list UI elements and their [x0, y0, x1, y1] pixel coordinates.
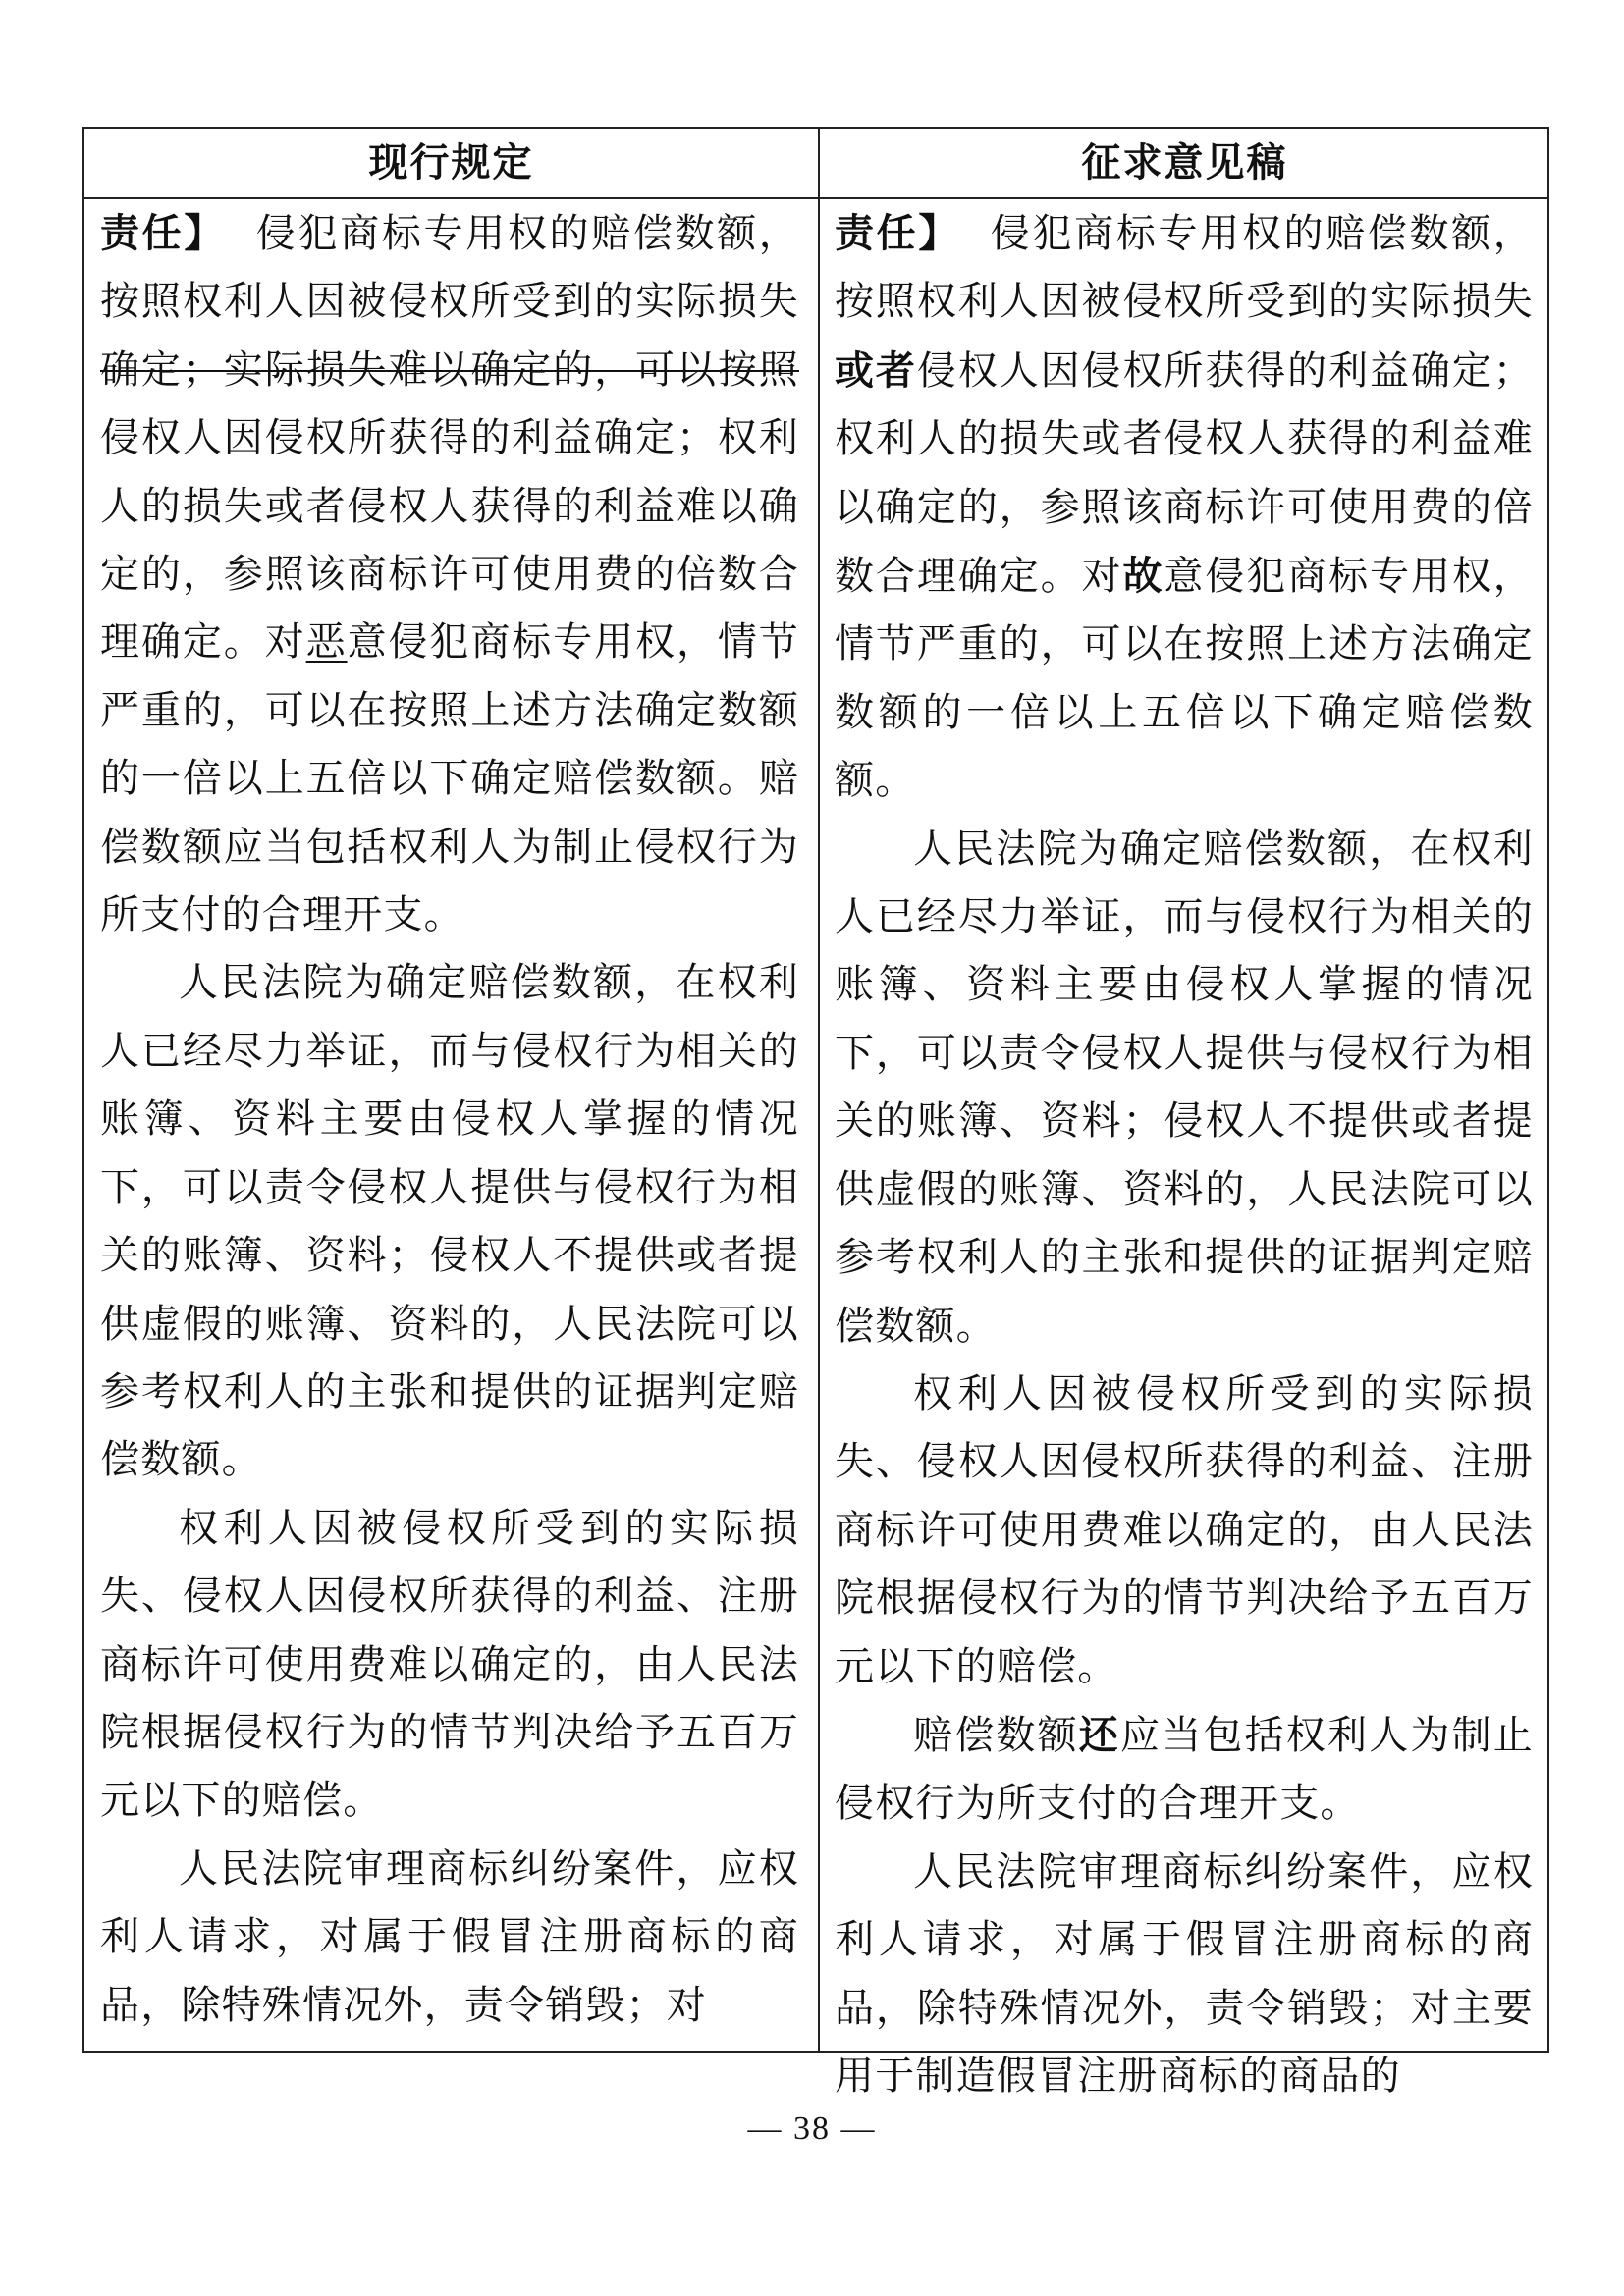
right-paragraph-5: 人民法院审理商标纠纷案件，应权利人请求，对属于假冒注册商标的商品，除特殊情况外，责令销毁；对主要用于制造假冒注册商标的商品的 [835, 1848, 1534, 2099]
right-added-text-3: 还 [1078, 1711, 1120, 1758]
right-paragraph-3: 权利人因被侵权所受到的实际损失、侵权人因侵权所获得的利益、注册商标许可使用费难以确定的，由人民法院根据侵权行为的情节判决给予五百万元以下的赔偿。 [835, 1370, 1534, 1689]
right-paragraph-1 [835, 199, 1534, 816]
right-p1-text-c: 意侵犯商标专用权，情节严重的，可以在按照上述方法确定数额的一倍以上五倍以下确定赔偿数额。 [835, 554, 1534, 804]
comparison-table [82, 127, 1549, 2099]
right-paragraph-2: 人民法院为确定赔偿数额，在权利人已经尽力举证，而与侵权行为相关的账簿、资料主要由侵权人掌握的情况下，可以责令侵权人提供与侵权行为相关的账簿、资料；侵权人不提供或者提供虚假的账簿、资料的，人民法院可以参考权利人的主张和提供的证据判定赔偿数额。 [835, 826, 1534, 1349]
left-p1-text-c: 意侵犯商标专用权，情节严重的，可以在按照上述方法确定数额的一倍以上五倍以下确定赔偿数额。赔偿数额应当包括权利人为制止侵权行为所支付的合理开支。 [100, 619, 800, 938]
right-p1-text-a: 侵犯商标专用权的赔偿数额，按照权利人因被侵权所受到的实际损失 [835, 211, 1534, 325]
left-p1-text-b: 侵权人因侵权所获得的利益确定；权利人的损失或者侵权人获得的利益难以确定的，参照该商标许可使用费的倍数合理确定。对 [100, 415, 799, 666]
right-article-heading-fragment: 责任】 [835, 210, 961, 256]
right-added-text-1: 或者 [835, 347, 917, 394]
right-p4-text-a: 赔偿数额 [913, 1712, 1079, 1758]
column-divider [818, 129, 820, 2051]
left-paragraph-3: 权利人因被侵权所受到的实际损失、侵权人因侵权所获得的利益、注册商标许可使用费难以确定的，由人民法院根据侵权行为的情节判决给予五百万元以下的赔偿。 [100, 1505, 799, 1824]
left-p1-text-a: 侵犯商标专用权的赔偿数额，按照权利人因被侵权所受到的实际损失 [100, 211, 799, 325]
current-rules-column [100, 199, 799, 2053]
header-current-rules: 现行规定 [368, 140, 534, 186]
header-draft-for-comment: 征求意见稿 [1081, 140, 1288, 186]
right-p4-text-b: 应当包括权利人为制止侵权行为所支付的合理开支。 [835, 1712, 1534, 1827]
right-added-text-2: 故 [1122, 553, 1164, 600]
right-p1-text-b: 侵权人因侵权所获得的利益确定；权利人的损失或者侵权人获得的利益难以确定的，参照该商标许可使用费的倍数合理确定。对 [835, 347, 1535, 600]
left-paragraph-1 [100, 199, 799, 949]
draft-column [835, 199, 1535, 2099]
left-deleted-text: 确定；实际损失难以确定的，可以按照 [100, 347, 799, 393]
left-paragraph-4: 人民法院审理商标纠纷案件，应权利人请求，对属于假冒注册商标的商品，除特殊情况外，责令销毁；对 [100, 1845, 799, 2028]
right-paragraph-4 [835, 1701, 1534, 1839]
left-paragraph-2: 人民法院为确定赔偿数额，在权利人已经尽力举证，而与侵权行为相关的账簿、资料主要由侵权人掌握的情况下，可以责令侵权人提供与侵权行为相关的账簿、资料；侵权人不提供或者提供虚假的账簿、资料的，人民法院可以参考权利人的主张和提供的证据判定赔偿数额。 [100, 960, 799, 1483]
left-article-heading-fragment: 责任】 [100, 210, 227, 256]
table-header-row [84, 129, 1547, 199]
left-underlined-text: 恶 [305, 619, 348, 666]
page-number: — 38 — [747, 2110, 877, 2147]
